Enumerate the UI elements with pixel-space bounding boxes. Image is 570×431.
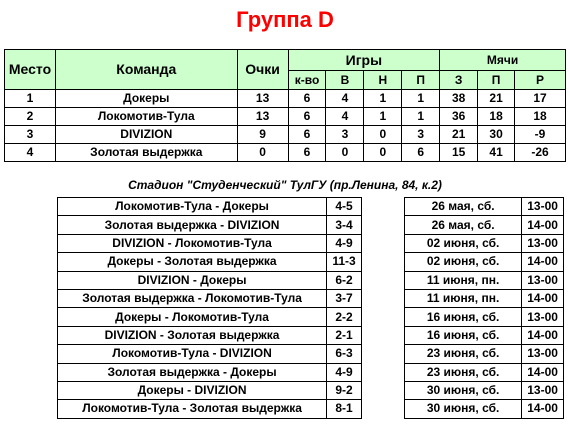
match-time: 14-00 — [522, 289, 564, 307]
match-teams: Докеры - Локомотив-Тула — [58, 308, 327, 326]
cell-goal-diff: 18 — [515, 108, 566, 126]
date-row — [405, 234, 564, 252]
match-teams: Золотая выдержка - DIVIZION — [58, 216, 327, 234]
header-games: Игры — [288, 50, 440, 71]
cell-wins: 3 — [326, 126, 364, 144]
cell-points: 9 — [237, 126, 288, 144]
cell-points: 0 — [237, 144, 288, 162]
match-teams: DIVIZION - Локомотив-Тула — [58, 234, 327, 252]
match-score: 6-3 — [327, 345, 362, 363]
cell-goals-for: 36 — [440, 108, 478, 126]
match-time: 13-00 — [522, 198, 564, 216]
match-score: 3-4 — [327, 216, 362, 234]
standings-table — [4, 49, 566, 162]
match-teams: Золотая выдержка - Локомотив-Тула — [58, 289, 327, 307]
match-time: 13-00 — [522, 308, 564, 326]
header-goals-against: П — [478, 71, 515, 90]
cell-losses: 3 — [402, 126, 440, 144]
cell-place: 3 — [5, 126, 56, 144]
cell-goals-against: 30 — [478, 126, 515, 144]
match-row — [58, 253, 362, 271]
match-teams: Докеры - DIVIZION — [58, 381, 327, 399]
match-date: 11 июня, пн. — [405, 271, 522, 289]
cell-place: 1 — [5, 90, 56, 108]
cell-draws: 0 — [364, 126, 402, 144]
standings-row — [5, 144, 566, 162]
standings-row — [5, 108, 566, 126]
match-date: 16 июня, сб. — [405, 308, 522, 326]
cell-draws: 0 — [364, 144, 402, 162]
cell-goals-against: 21 — [478, 90, 515, 108]
match-time: 13-00 — [522, 381, 564, 399]
match-date: 02 июня, сб. — [405, 253, 522, 271]
match-score: 4-5 — [327, 198, 362, 216]
date-row — [405, 308, 564, 326]
cell-goal-diff: -26 — [515, 144, 566, 162]
cell-played: 6 — [288, 144, 326, 162]
cell-team: Золотая выдержка — [55, 144, 237, 162]
match-teams: Докеры - Золотая выдержка — [58, 253, 327, 271]
match-score: 3-7 — [327, 289, 362, 307]
date-row — [405, 400, 564, 418]
cell-goals-for: 15 — [440, 144, 478, 162]
match-teams: Локомотив-Тула - DIVIZION — [58, 345, 327, 363]
header-draws: Н — [364, 71, 402, 90]
cell-losses: 1 — [402, 108, 440, 126]
match-score: 9-2 — [327, 381, 362, 399]
date-row — [405, 253, 564, 271]
cell-wins: 4 — [326, 108, 364, 126]
match-row — [58, 345, 362, 363]
match-row — [58, 326, 362, 344]
match-score: 8-1 — [327, 400, 362, 418]
match-time: 13-00 — [522, 345, 564, 363]
cell-draws: 1 — [364, 90, 402, 108]
date-row — [405, 326, 564, 344]
cell-wins: 0 — [326, 144, 364, 162]
matches-table — [57, 197, 362, 419]
dates-table — [404, 197, 564, 419]
stadium-caption: Стадион "Студенческий" ТулГУ (пр.Ленина, 84, к.2) — [128, 178, 442, 192]
date-row — [405, 363, 564, 381]
match-date: 23 июня, сб. — [405, 345, 522, 363]
date-row — [405, 216, 564, 234]
match-row — [58, 271, 362, 289]
match-time: 13-00 — [522, 234, 564, 252]
match-score: 4-9 — [327, 234, 362, 252]
match-score: 4-9 — [327, 363, 362, 381]
cell-played: 6 — [288, 108, 326, 126]
match-score: 2-1 — [327, 326, 362, 344]
match-date: 30 июня, сб. — [405, 400, 522, 418]
match-date: 02 июня, сб. — [405, 234, 522, 252]
match-teams: DIVIZION - Золотая выдержка — [58, 326, 327, 344]
match-time: 14-00 — [522, 400, 564, 418]
cell-points: 13 — [237, 108, 288, 126]
match-teams: Золотая выдержка - Докеры — [58, 363, 327, 381]
header-points: Очки — [237, 50, 288, 90]
match-row — [58, 363, 362, 381]
cell-points: 13 — [237, 90, 288, 108]
cell-goals-against: 18 — [478, 108, 515, 126]
cell-losses: 1 — [402, 90, 440, 108]
header-goals: Мячи — [440, 50, 566, 71]
match-score: 6-2 — [327, 271, 362, 289]
cell-goal-diff: -9 — [515, 126, 566, 144]
match-teams: Локомотив-Тула - Золотая выдержка — [58, 400, 327, 418]
cell-wins: 4 — [326, 90, 364, 108]
match-row — [58, 289, 362, 307]
cell-played: 6 — [288, 126, 326, 144]
match-score: 2-2 — [327, 308, 362, 326]
match-row — [58, 400, 362, 418]
date-row — [405, 198, 564, 216]
match-date: 16 июня, сб. — [405, 326, 522, 344]
match-time: 13-00 — [522, 271, 564, 289]
match-row — [58, 234, 362, 252]
match-date: 26 мая, сб. — [405, 216, 522, 234]
match-teams: Локомотив-Тула - Докеры — [58, 198, 327, 216]
match-date: 30 июня, сб. — [405, 381, 522, 399]
cell-place: 2 — [5, 108, 56, 126]
match-time: 14-00 — [522, 216, 564, 234]
date-row — [405, 381, 564, 399]
date-row — [405, 345, 564, 363]
header-goals-for: З — [440, 71, 478, 90]
header-place: Место — [5, 50, 56, 90]
header-losses: П — [402, 71, 440, 90]
cell-draws: 1 — [364, 108, 402, 126]
date-row — [405, 289, 564, 307]
cell-goals-for: 21 — [440, 126, 478, 144]
match-row — [58, 308, 362, 326]
match-row — [58, 198, 362, 216]
standings-row — [5, 126, 566, 144]
cell-place: 4 — [5, 144, 56, 162]
match-row — [58, 381, 362, 399]
header-played: к-во — [288, 71, 326, 90]
match-time: 14-00 — [522, 326, 564, 344]
cell-goal-diff: 17 — [515, 90, 566, 108]
date-row — [405, 271, 564, 289]
header-team: Команда — [55, 50, 237, 90]
match-date: 11 июня, пн. — [405, 289, 522, 307]
standings-row — [5, 90, 566, 108]
match-score: 11-3 — [327, 253, 362, 271]
cell-played: 6 — [288, 90, 326, 108]
match-row — [58, 216, 362, 234]
cell-goals-against: 41 — [478, 144, 515, 162]
match-date: 26 мая, сб. — [405, 198, 522, 216]
cell-team: DIVIZION — [55, 126, 237, 144]
cell-goals-for: 38 — [440, 90, 478, 108]
match-teams: DIVIZION - Докеры — [58, 271, 327, 289]
page-title: Группа D — [236, 7, 334, 32]
cell-team: Локомотив-Тула — [55, 108, 237, 126]
match-time: 14-00 — [522, 363, 564, 381]
cell-losses: 6 — [402, 144, 440, 162]
match-date: 23 июня, сб. — [405, 363, 522, 381]
header-wins: В — [326, 71, 364, 90]
cell-team: Докеры — [55, 90, 237, 108]
match-time: 14-00 — [522, 253, 564, 271]
header-goal-diff: Р — [515, 71, 566, 90]
